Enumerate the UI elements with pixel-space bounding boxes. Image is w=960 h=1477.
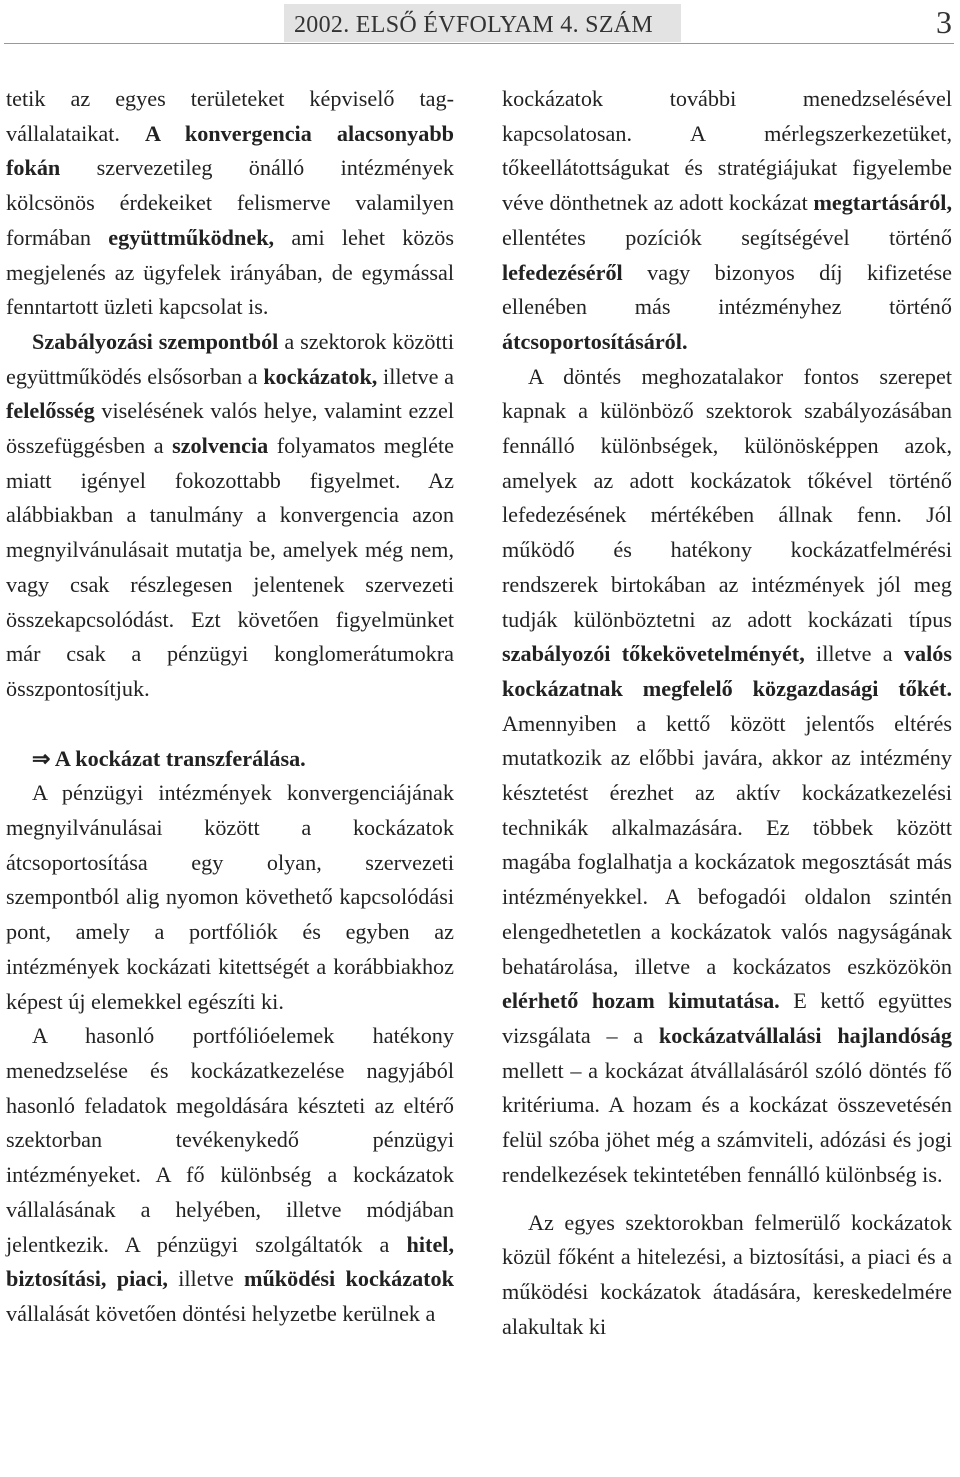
- paragraph: A hasonló portfólióelemek hatékony menedzselése és kockázatkezelése nagyjából hasonló feladatok megoldására készteti az eltérő szektorban tevékenykedő pénzügyi intézményeket. A fő különbség a kockázatok vállalásának a helyében, illetve módjában jelentkezik. A pénzügyi szolgáltatók a hitel, biztosítási, piaci, illetve működési kockázatok vállalását követően döntési helyzetbe kerülnek a: [6, 1023, 454, 1326]
- arrow-icon: ⇒: [32, 745, 51, 771]
- paragraph: A pénzügyi intézmények konvergenciájának megnyilvánulásai között a kockázatok átcsoportosítása egy olyan, szervezeti szempontból alig nyomon követhető kapcsolódási pont, amely a portfóliók és egyben az intézmények kockázati kitettségét a korábbiakhoz képest új elemekkel egészíti ki.: [6, 780, 454, 1014]
- paragraph: A döntés meghozatalakor fontos szerepet kapnak a különböző szektorok szabályozásában fennálló különbségek, különösképpen azok, amelyek az adott kockázatok tőkével történő lefedezésének mértékében állnak fenn. Jól működő és hatékony kockázatfelmérési rendszerek birtokában az intézmények jól meg tudják különböztetni az adott kockázati típus szabályozói tőkekövetelményét, illetve a valós kockázatnak megfelelő közgazdasági tőkét. Amennyiben a kettő között jelentős eltérés mutatkozik az előbbi javára, akkor az intézmény késztetést érezhet az aktív kockázatkezelési technikák alkalmazására. Ez többek között magába foglalhatja a kockázatok megosztását más intézményekkel. A befogadói oldalon szintén elengedhetetlen a kockázatok valós nagyságának behatárolása, illetve a kockázatos eszközökön elérhető hozam kimutatása. E kettő együttes vizsgálata – a kockázatvállalási hajlandóság mellett – a kockázat átvállalásáról szóló döntés fő kritériuma. A hozam és a kockázat összevetésén felül szóba jöhet még a számviteli, adózási és jogi rendelkezések tekintetében fennálló különbség is.: [502, 363, 953, 1187]
- paragraph: tetik az egyes területeket képviselő tag-vállalataikat. A konvergencia alacsonyabb fokán szervezetileg önálló intézmények kölcsönös érdekeiket felismerve valamilyen formában együttműködnek, ami lehet közös megjelenés az ügyfelek irányában, de egymással fenntartott üzleti kapcsolat is.: [6, 86, 454, 320]
- paragraph: kockázatok további menedzselésével kapcsolatosan. A mérlegszerkezetüket, tőkeellátottságukat és stratégiájukat figyelembe véve dönthetnek az adott kockázat megtartásáról, ellentétes pozíciók segítségével történő lefedezéséről vagy bizonyos díj kifizetése ellenében más intézményhez történő átcsoportosításáról.: [502, 86, 952, 354]
- page-number: 3: [936, 4, 952, 40]
- paragraph: Az egyes szektorokban felmerülő kockázatok közül főként a hitelezési, a biztosítási, a piaci és a működési kockázatok átadására, kereskedelmére alakultak ki: [502, 1209, 952, 1339]
- header-rule: [4, 43, 954, 44]
- left-column: [6, 82, 454, 1332]
- section-heading: ⇒ A kockázat transzferálása.: [32, 745, 306, 771]
- right-column: [502, 82, 952, 1344]
- journal-issue-title: 2002. ELSŐ ÉVFOLYAM 4. SZÁM: [294, 12, 654, 38]
- paragraph: Szabályozási szempontból a szektorok közötti együttműködés elsősorban a kockázatok, illetve a felelősség viselésének valós helye, valamint ezzel összefüggésben a szolvencia folyamatos megléte miatt igényel fokozottabb figyelmet. Az alábbiakban a tanulmány a konvergencia azon megnyilvánulásait mutatja be, amelyek még nem, vagy csak részlegesen jelentenek szervezeti összekapcsolódást. Ezt követően figyelmünket már csak a pénzügyi konglomerátumokra összpontosítjuk.: [6, 328, 454, 701]
